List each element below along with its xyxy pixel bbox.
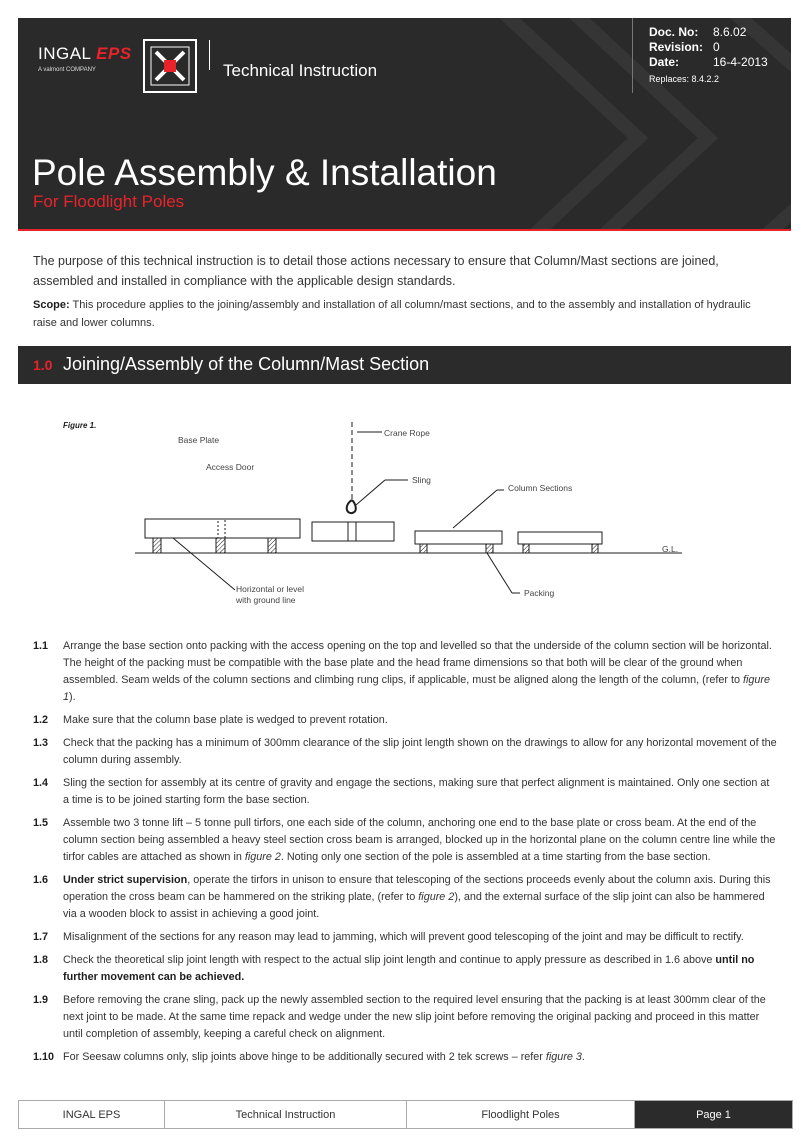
intro-paragraph: The purpose of this technical instruction is to detail those actions necessary to ensure that Column/Mast sections are joined, assembled and installed in compliance with the applicable design standards. <box>33 254 719 288</box>
date-label: Date: <box>649 55 680 69</box>
page-title: Pole Assembly & Installation <box>32 152 497 193</box>
figure-label: Figure 1. <box>63 421 97 430</box>
label-ground-line: G.L. <box>662 544 679 554</box>
revision: 0 <box>713 40 720 54</box>
scope-text: This procedure applies to the joining/assembly and installation of all column/mast sections, and to the assembly and installation of hydraulic raise and lower columns. <box>33 299 751 329</box>
footer-page-number: Page 1 <box>635 1101 792 1128</box>
footer-company: INGAL EPS <box>19 1101 165 1128</box>
replaces: Replaces: 8.4.2.2 <box>649 74 720 84</box>
step-number: 1.8 <box>33 954 49 966</box>
step-number: 1.5 <box>33 817 49 829</box>
date: 16-4-2013 <box>713 55 768 69</box>
page-subtitle: For Floodlight Poles <box>33 192 185 211</box>
footer-doc-type: Technical Instruction <box>165 1101 407 1128</box>
section-number: 1.0 <box>33 357 53 373</box>
company-logo: INGAL EPS A valmont COMPANY <box>38 44 132 73</box>
list-item: 1.8 Check the theoretical slip joint length with respect to the actual slip joint length and continue to apply pressure as described in 1.6 above until no further movement can be achieved. <box>33 954 755 983</box>
step-number: 1.9 <box>33 994 49 1006</box>
list-item: 1.10 For Seesaw columns only, slip joints above hinge to be additionally secured with 2 tek screws – refer figure 3. <box>33 1049 778 1066</box>
step-number: 1.2 <box>33 714 49 726</box>
list-item: 1.3 Check that the packing has a minimum of 300mm clearance of the slip joint length shown on the drawings to allow for any horizontal movement of the column during assembly. <box>33 737 777 766</box>
step-number: 1.3 <box>33 737 49 749</box>
label-column-sections: Column Sections <box>508 483 573 493</box>
step-number: 1.10 <box>33 1051 55 1063</box>
footer-subject: Floodlight Poles <box>407 1101 635 1128</box>
label-horizontal-1: Horizontal or level <box>236 584 305 594</box>
scope-label: Scope: <box>33 299 70 311</box>
label-horizontal-2: with ground line <box>236 595 296 605</box>
label-crane-rope: Crane Rope <box>384 428 430 438</box>
step-number: 1.4 <box>33 777 49 789</box>
page-footer <box>18 1100 793 1129</box>
step-number: 1.6 <box>33 874 49 886</box>
step-number: 1.7 <box>33 931 49 943</box>
list-item: 1.7 Misalignment of the sections for any reason may lead to jamming, which will prevent good telescoping of the joint and may be difficult to rectify. <box>33 929 778 946</box>
label-access-door: Access Door <box>206 462 255 472</box>
list-item: 1.5 Assemble two 3 tonne lift – 5 tonne pull tirfors, one each side of the column, anchoring one end to the base plate or cross beam. At the end of the column section being assembled a heavy steel section cross beam is arranged, blocked up in the horizontal plane on the column centre line while the tirfor cables are attached as shown in figure 2. Noting only one section of the pole is assembled at a time starting from the base section. <box>33 817 776 863</box>
steps-list <box>33 638 778 1072</box>
label-packing: Packing <box>524 588 555 598</box>
list-item: 1.6 Under strict supervision, operate the tirfors in unison to ensure that telescoping of the sections proceeds evenly about the column axis. During this operation the cross beam can be hammered on the striking plate, (refer to figure 2), and the external surface of the slip joint can also be hammered via a wooden block to assist in achieving a good joint. <box>33 874 771 920</box>
doc-no-label: Doc. No: <box>649 25 699 39</box>
revision-label: Revision: <box>649 40 704 54</box>
step-number: 1.1 <box>33 640 49 652</box>
section-title: Joining/Assembly of the Column/Mast Section <box>63 354 430 374</box>
list-item: 1.4 Sling the section for assembly at its centre of gravity and engage the sections, making sure that perfect alignment is maintained. Only one section at a time is to be joined starting form the base section. <box>33 777 770 806</box>
list-item: 1.2 Make sure that the column base plate is wedged to prevent rotation. <box>33 712 778 729</box>
doc-no: 8.6.02 <box>713 25 747 39</box>
list-item: 1.1 Arrange the base section onto packing with the access opening on the top and levelled so that the underside of the column section will be horizontal. The height of the packing must be compatible with the base plate and the head frame dimensions so that both will be clear of the ground when assembled. Seam welds of the column sections and climbing rung clips, if applicable, must be aligned along the length of the column, (refer to figure 1). <box>33 640 772 703</box>
label-sling: Sling <box>412 475 431 485</box>
label-base-plate: Base Plate <box>178 435 220 445</box>
doc-type: Technical Instruction <box>223 61 378 80</box>
list-item: 1.9 Before removing the crane sling, pack up the newly assembled section to the required level ensuring that the packing is at least 300mm clear of the next joint to be made. At the same time repack and wedge under the new slip joint before removing the original packing and proceed in this matter until completion of assembly, keeping a careful check on alignment. <box>33 994 766 1040</box>
